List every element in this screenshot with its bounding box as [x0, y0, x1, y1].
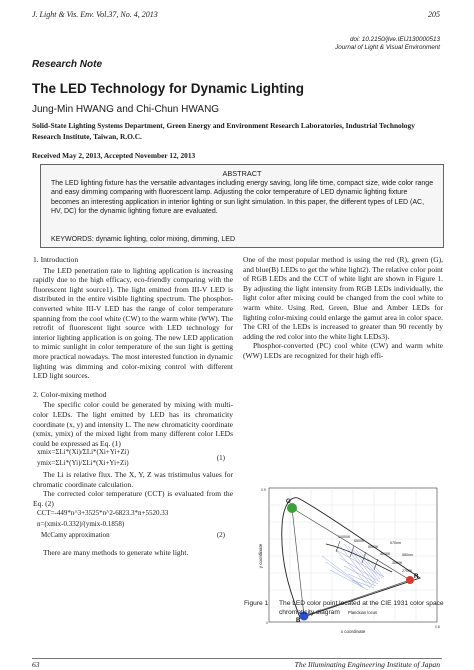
color-mixing-paragraph-3: The corrected color temperature (CCT) is evaluated from the Eq. (2) [33, 489, 233, 509]
intro-paragraph: The LED penetration rate to lighting application is increasing rapidly due to the high efficacy, eco-friendly comparing with the fluorescent light source1). The light emitted from III-V LED is distributed in the entire visible lighting spectrum. The phosphor-converted white III-V LED has the range of color temperature spanning from the cool white (CW) to the warm white (WW). The retrofit of fluorescent light source with LED technology for interior lighting application is on going. The new LED application to mimic sunlight in color temperature of the sun light is getting more practical nowadays. The most interested function in dynamic lighting was dimming and color-mixing control with different LED light sources. [33, 265, 234, 381]
footer-institute: The Illuminating Engineering Institute of Japan [294, 660, 440, 669]
svg-text:0: 0 [266, 621, 268, 625]
equation-2-n [33, 520, 233, 531]
svg-text:2700K: 2700K [402, 569, 413, 573]
x-axis-label: x coordinate [340, 629, 366, 634]
svg-text:5000K: 5000K [368, 545, 379, 549]
journal-citation: J. Light & Vis. Env. Vol.37, No. 4, 2013 [32, 10, 158, 19]
article-title: The LED Technology for Dynamic Lighting [32, 81, 305, 96]
equation-1-x-text: xmix=ΣLi*(Xi)/ΣLi*(Xi+Yi+Zi) [37, 448, 129, 457]
doi-text[interactable]: doi: 10.2150/jlve.IEIJ130000513 [350, 36, 440, 43]
footer-page-number: 63 [32, 660, 40, 669]
equation-2-cct [33, 509, 233, 520]
equation-2-cct-text: CCT=-449*n^3+3525*n^2-6823.3*n+5520.33 [37, 508, 169, 517]
point-label-g: G [286, 499, 291, 505]
equation-2-label-row [33, 531, 233, 542]
intro-heading: 1. Introduction [33, 255, 79, 264]
color-mixing-heading: 2. Color-mixing method [33, 389, 107, 399]
abstract-heading: ABSTRACT [222, 169, 262, 178]
planckian-locus-label: Planckian locus [348, 610, 378, 615]
doi-block [335, 36, 440, 52]
svg-text:0.8: 0.8 [435, 625, 440, 629]
equation-2-label: McCamy approximation [41, 530, 110, 539]
equation-1-number: (1) [216, 454, 225, 463]
point-label-b: B [296, 618, 301, 624]
color-mixing-paragraph-1: The specific color could be generated by mixing with multi-color LEDs. The light emitted by LED has its chromaticity coordinate (x, y) and intensity L. The new chromaticity coordinate (xmix, ymix) of the mixed light from many different color LEDs could be expressed as Eq. (1) [33, 400, 233, 448]
svg-text:6500K: 6500K [354, 539, 365, 543]
article-authors: Jung-Min HWANG and Chi-Chun HWANG [32, 104, 220, 115]
point-label-r: R [414, 574, 419, 580]
author-affiliation: Solid-State Lighting Systems Department, Green Energy and Environment Research Laboratories, Industrial Technology Research Institute, Taiwan, R.O.C. [32, 121, 415, 141]
svg-text:570nm: 570nm [390, 541, 401, 545]
y-axis-label: y coordinate [258, 543, 263, 569]
equation-2-number: (2) [216, 530, 225, 539]
color-mixing-paragraph-4: There are many methods to generate white light. [43, 547, 189, 557]
equation-1-y-text: ymix=ΣLi*(Yi)/ΣLi*(Xi+Yi+Zi) [37, 459, 129, 468]
section-label: Research Note [32, 59, 103, 70]
equation-2-n-text: n=(xmix-0.332)/(ymix-0.1858) [37, 519, 125, 528]
abstract-box [40, 164, 444, 248]
received-date: Received May 2, 2013, Accepted November 12, 2013 [32, 151, 196, 160]
equation-1-y [33, 454, 233, 470]
footer-rule [32, 658, 442, 659]
page-number: 205 [428, 10, 440, 19]
svg-text:10000K: 10000K [338, 535, 351, 539]
keywords: KEYWORDS: dynamic lighting, color mixing, dimming, LED [51, 236, 236, 243]
abstract-text: The LED lighting fixture has the versatile advantages including energy saving, long life time, compact size, wide color range and easy dimming comparing with fluorescent lamp. Adjusting the color temperature of LED dynamic lighting fixture becomes an interesting application in interior lighting or sun light simulation. In this paper, the different types of LED (AC, HV, DC) for the dynamic lighting fixture are evaluated. [51, 180, 434, 215]
left-column [33, 255, 233, 557]
red-led-point [406, 576, 414, 584]
phosphor-paragraph: Phosphor-converted (PC) cool white (CW) and warm white (WW) LEDs are recognized for their high effi- [243, 341, 443, 360]
color-mixing-paragraph-2: The Li is relative flux. The X, Y, Z was tristimulus values for chromatic coordinate calculation. [33, 470, 233, 489]
journal-name: Journal of Light & Visual Environment [335, 44, 440, 51]
figure-caption-text: The LED color point located at the CIE 1931 color space chromaticity diagram [279, 600, 444, 616]
figure-caption-number: Figure 1 [244, 600, 269, 607]
svg-text:580nm: 580nm [402, 553, 413, 557]
svg-text:3000K: 3000K [392, 561, 403, 565]
svg-text:0.9: 0.9 [261, 488, 266, 492]
svg-text:4000K: 4000K [380, 552, 391, 556]
equation-1-x [33, 448, 233, 459]
rgb-paragraph: One of the most popular method is using the red (R), green (G), and blue(B) LEDs to get the white light2). The relative color point of RGB LEDs and the CCT of white light are shown in Figure 1. By adjusting the light intensity from RGB LEDs individually, the light color after mixing could be changed from the cool white to warm white. Using Red, Green, Blue and Amber LEDs for lighting color-mixing could enlarge the gamut area in color space. The CRI of the LEDs is increased to greater than 90 recently by adding the red color into the white light LEDs3). [243, 255, 443, 341]
right-column [243, 255, 443, 361]
